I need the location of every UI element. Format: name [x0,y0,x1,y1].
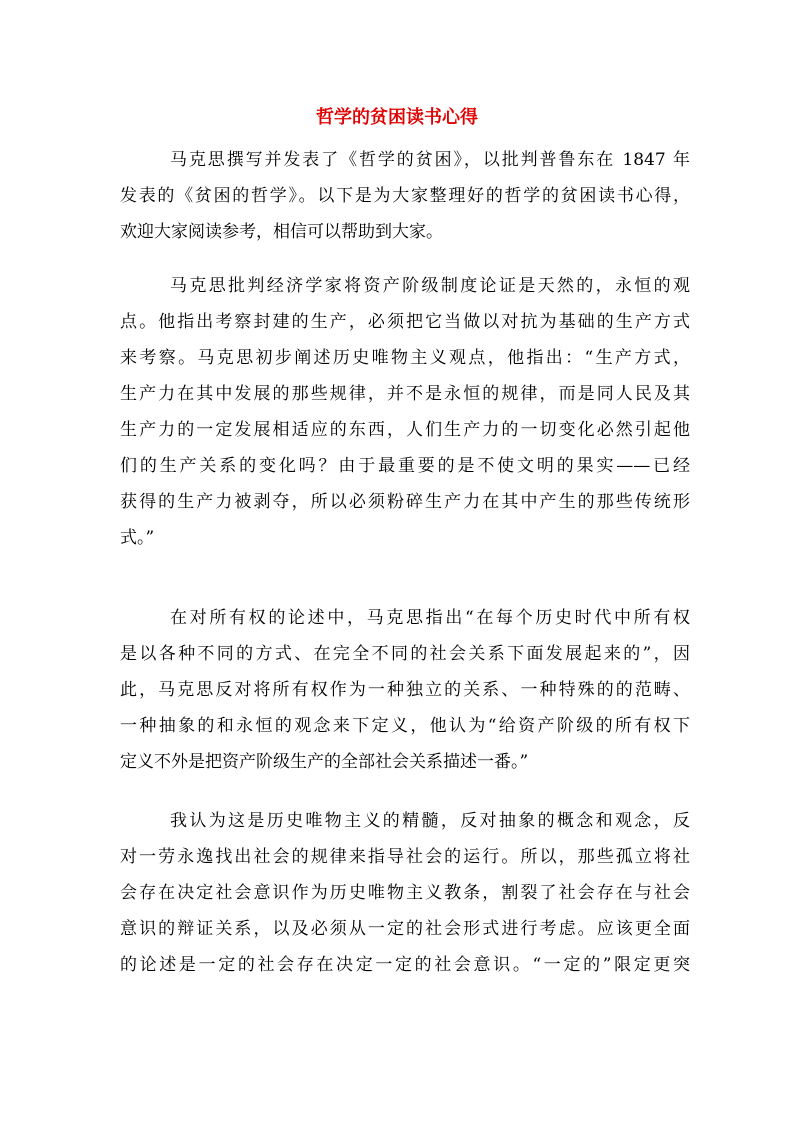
paragraph-line: 意识的辩证关系，以及必须从一定的社会形式进行考虑。应该更全面 [120,919,690,939]
paragraph-line: 生产力的一定发展相适应的东西，人们生产力的一切变化必然引起他 [120,420,690,440]
paragraph-line: 生产力在其中发展的那些规律，并不是永恒的规律，而是同人民及其 [120,384,690,404]
paragraph-line: 来考察。马克思初步阐述历史唯物主义观点，他指出：“生产方式， [120,348,690,368]
paragraph-line: 会存在决定社会意识作为历史唯物主义教条，割裂了社会存在与社会 [120,883,690,903]
paragraph-line: 式。” [120,528,155,548]
paragraph-line: 马克思撰写并发表了《哲学的贫困》，以批判普鲁东在 1847 年 [170,150,690,170]
paragraph-line: 在对所有权的论述中，马克思指出“在每个历史时代中所有权 [170,608,690,628]
paragraph-line: 发表的《贫困的哲学》。以下是为大家整理好的哲学的贫困读书心得， [120,186,690,206]
document-title: 哲学的贫困读书心得 [316,107,478,128]
paragraph-line: 的论述是一定的社会存在决定一定的社会意识。“一定的”限定更突 [120,955,690,975]
paragraph-1 [120,142,690,250]
paragraph-line: 对一劳永逸找出社会的规律来指导社会的运行。所以，那些孤立将社 [120,847,690,867]
paragraph-line: 我认为这是历史唯物主义的精髓，反对抽象的概念和观念，反 [170,811,690,831]
paragraph-2 [120,268,690,556]
paragraph-line: 点。他指出考察封建的生产，必须把它当做以对抗为基础的生产方式 [120,312,690,332]
paragraph-4 [120,803,690,983]
paragraph-line: 是以各种不同的方式、在完全不同的社会关系下面发展起来的”，因 [120,644,690,664]
paragraph-line: 马克思批判经济学家将资产阶级制度论证是天然的，永恒的观 [170,276,690,296]
paragraph-line: 定义不外是把资产阶级生产的全部社会关系描述一番。” [120,752,529,772]
paragraph-line: 此，马克思反对将所有权作为一种独立的关系、一种特殊的的范畴、 [120,680,690,700]
paragraph-line: 获得的生产力被剥夺，所以必须粉碎生产力在其中产生的那些传统形 [120,492,690,512]
paragraph-line: 们的生产关系的变化吗？由于最重要的是不使文明的果实——已经 [120,456,690,476]
paragraph-line: 欢迎大家阅读参考，相信可以帮助到大家。 [120,222,443,242]
paragraph-3 [120,600,690,780]
paragraph-line: 一种抽象的和永恒的观念来下定义，他认为“给资产阶级的所有权下 [120,716,690,736]
